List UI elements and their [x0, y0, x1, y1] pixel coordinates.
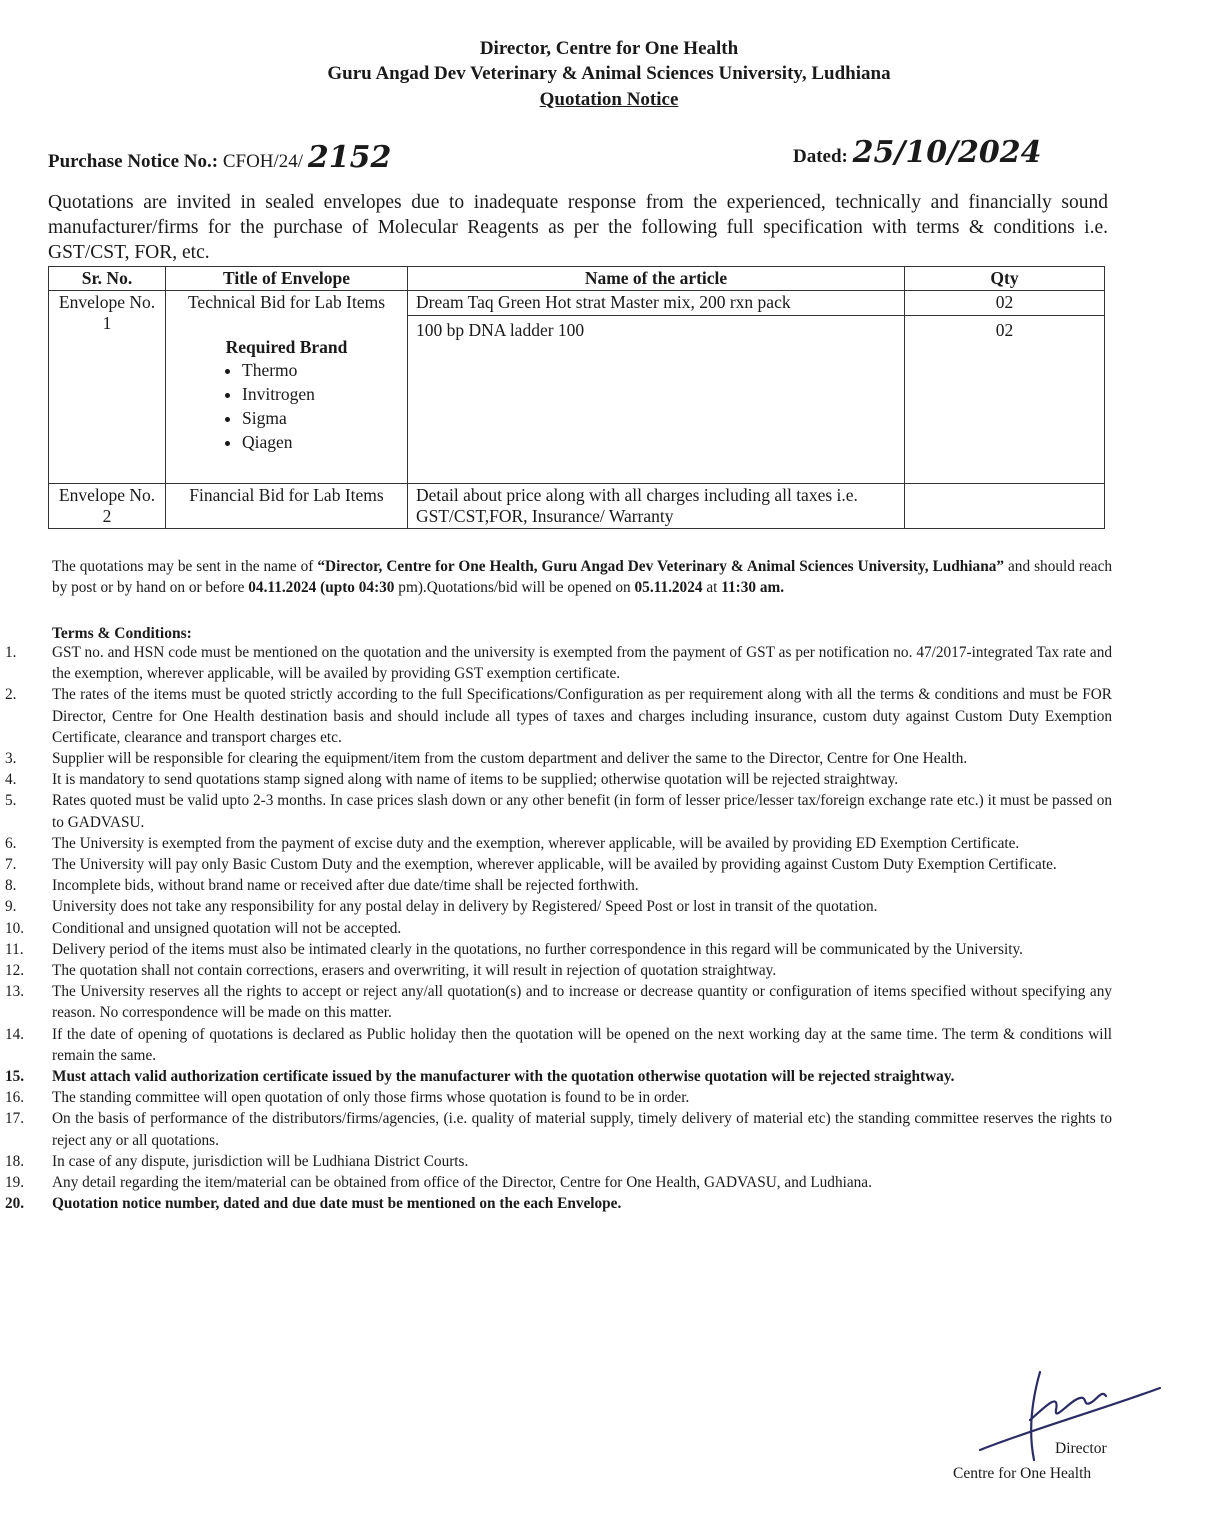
term-text: Must attach valid authorization certificate issued by the manufacturer with the quotation otherwise quotation will be rejected straightway.	[52, 1068, 955, 1086]
term-text: The standing committee will open quotation of only those firms whose quotation is found to be in order.	[52, 1089, 690, 1107]
term-text: The rates of the items must be quoted strictly according to the full Specifications/Configuration as per requirement along with all the terms & conditions and must be FOR Director, Centre for One Health destination basis and should include all types of taxes and charges including insurance, custom duty against Custom Duty Exemption Certificate, clearance and transport charges etc.	[52, 686, 1112, 746]
signatory-office: Centre for One Health	[953, 1465, 1092, 1482]
term-text: The University will pay only Basic Custom Duty and the exemption, wherever applicable, will be availed by providing against Custom Duty Exemption Certificate.	[52, 856, 1057, 874]
submission-text: The quotations may be sent in the name of	[52, 558, 318, 575]
term-text: Supplier will be responsible for clearing the equipment/item from the custom department and deliver the same to the Director, Centre for One Health.	[52, 750, 968, 768]
term-number: 16.	[5, 1089, 25, 1107]
intro-paragraph: Quotations are invited in sealed envelopes due to inadequate response from the experienced, technically and financially sound manufacturer/firms for the purchase of Molecular Reagents as per the following full specification with terms & conditions i.e. GST/CST, FOR, etc.	[48, 192, 1108, 263]
term-text: Conditional and unsigned quotation will not be accepted.	[52, 919, 402, 937]
term-item	[0, 1193, 1112, 1214]
term-item	[0, 1087, 1112, 1108]
article-name: 100 bp DNA ladder 100	[408, 316, 905, 484]
brand-item: • Invitrogen	[242, 382, 399, 406]
header-university: Guru Angad Dev Veterinary & Animal Sciences University, Ludhiana	[327, 63, 891, 84]
terms-heading: Terms & Conditions:	[52, 625, 192, 642]
envelope-1-title: Technical Bid for Lab Items	[187, 292, 386, 312]
brand-item: • Sigma	[242, 406, 399, 430]
envelope-2-sr: Envelope No. 2	[49, 484, 166, 529]
header-article-name: Name of the article	[408, 267, 905, 291]
term-number: 19.	[5, 1174, 25, 1192]
term-item	[0, 939, 1112, 960]
envelope-1-title-cell	[166, 291, 408, 484]
handwritten-notice-number: 2152	[307, 140, 392, 175]
brand-list	[216, 358, 399, 454]
term-item	[0, 642, 1112, 684]
table-row	[49, 291, 1105, 316]
signatory-designation: Director	[1055, 1440, 1107, 1457]
term-number: 14.	[5, 1025, 25, 1043]
term-text: The quotation shall not contain corrections, erasers and overwriting, it will result in rejection of quotation straightway.	[52, 962, 777, 980]
header-title: Director, Centre for One Health	[479, 38, 739, 59]
term-number: 11.	[5, 940, 24, 958]
submission-text: and should reach by post or by hand on or before	[52, 558, 1113, 596]
term-number: 9.	[5, 898, 17, 916]
submission-addressee: “Director, Centre for One Health, Guru Angad Dev Veterinary & Animal Sciences University, Ludhiana”	[317, 558, 1005, 575]
term-text: GST no. and HSN code must be mentioned on the quotation and the university is exempted from the payment of GST as per notification no. 47/2017-integrated Tax rate and the exemption, wherever applicable, will be availed by providing GST exemption certificate.	[52, 644, 1112, 683]
term-number: 4.	[5, 771, 17, 789]
term-text: Rates quoted must be valid upto 2-3 months. In case prices slash down or any other benefit (in form of lesser price/lesser tax/foreign exchange rate etc.) it must be passed on to GADVASU.	[52, 792, 1112, 831]
term-number: 10.	[5, 919, 25, 937]
term-item	[0, 769, 1112, 790]
term-item	[0, 684, 1112, 748]
envelope-2-title: Financial Bid for Lab Items	[166, 484, 408, 529]
submission-text: pm).Quotations/bid will be opened on	[394, 579, 635, 596]
brand-item: • Qiagen	[242, 430, 399, 454]
envelope-2-qty	[905, 484, 1105, 529]
opening-time: 11:30 am.	[721, 579, 785, 596]
term-text: Delivery period of the items must also be intimated clearly in the quotations, no further correspondence in this regard will be communicated by the University.	[52, 940, 1023, 958]
term-item	[0, 875, 1112, 896]
term-item	[0, 854, 1112, 875]
term-number: 18.	[5, 1152, 25, 1170]
term-text: The University is exempted from the payment of excise duty and the exemption, wherever applicable, will be availed by providing ED Exemption Certificate.	[52, 834, 1020, 852]
purchase-notice-prefix: CFOH/24/	[222, 151, 304, 172]
due-date: 04.11.2024 (upto 04:30	[248, 579, 395, 596]
table-header-row	[49, 267, 1105, 291]
term-text: The University reserves all the rights to accept or reject any/all quotation(s) and to increase or decrease quantity or configuration of items specified without specifying any reason. No correspondence will be made on this matter.	[52, 983, 1112, 1022]
term-text: It is mandatory to send quotations stamp signed along with name of items to be supplied; otherwise quotation will be rejected straightway.	[52, 771, 899, 789]
article-name: Dream Taq Green Hot strat Master mix, 200 rxn pack	[408, 291, 905, 316]
term-number: 5.	[5, 792, 17, 810]
envelope-table	[48, 266, 1105, 529]
term-text: Any detail regarding the item/material can be obtained from office of the Director, Centre for One Health, GADVASU, and Ludhiana.	[52, 1174, 872, 1192]
dated-label: Dated:	[793, 146, 848, 167]
term-number: 3.	[5, 750, 17, 768]
term-number: 17.	[5, 1110, 25, 1128]
table-row	[49, 484, 1105, 529]
term-item	[0, 981, 1112, 1023]
term-number: 2.	[5, 686, 17, 704]
envelope-1-sr: Envelope No. 1	[49, 291, 166, 484]
term-number: 20.	[5, 1195, 25, 1213]
header-title-of-envelope: Title of Envelope	[166, 267, 408, 291]
term-number: 13.	[5, 983, 25, 1001]
article-qty: 02	[905, 316, 1105, 484]
term-number: 6.	[5, 834, 17, 852]
term-item	[0, 1108, 1112, 1150]
term-item	[0, 1151, 1112, 1172]
term-text: In case of any dispute, jurisdiction will be Ludhiana District Courts.	[52, 1152, 469, 1170]
term-number: 15.	[5, 1068, 25, 1086]
handwritten-date: 25/10/2024	[852, 135, 1042, 170]
header-sr-no: Sr. No.	[49, 267, 166, 291]
purchase-notice-number	[48, 140, 391, 175]
term-text: Incomplete bids, without brand name or received after due date/time shall be rejected forthwith.	[52, 877, 639, 895]
submission-paragraph	[52, 556, 1112, 598]
term-text: Quotation notice number, dated and due date must be mentioned on the each Envelope.	[52, 1195, 622, 1213]
term-item	[0, 1024, 1112, 1066]
term-number: 1.	[5, 644, 17, 661]
terms-list	[0, 642, 1112, 1214]
brand-item: • Thermo	[242, 358, 399, 382]
term-number: 12.	[5, 962, 25, 980]
envelope-2-article: Detail about price along with all charges including all taxes i.e. GST/CST,FOR, Insurance/ Warranty	[408, 484, 905, 529]
header-notice-title: Quotation Notice	[539, 89, 679, 110]
term-item	[0, 918, 1112, 939]
term-item	[0, 1172, 1112, 1193]
term-number: 8.	[5, 877, 17, 895]
term-item	[0, 960, 1112, 981]
term-item	[0, 748, 1112, 769]
term-text: University does not take any responsibility for any postal delay in delivery by Registered/ Speed Post or lost in transit of the quotation.	[52, 898, 878, 916]
required-brand-heading: Required Brand	[225, 337, 348, 357]
term-text: On the basis of performance of the distributors/firms/agencies, (i.e. quality of material supply, timely delivery of material etc) the standing committee reserves the rights to reject any or all quotations.	[52, 1110, 1112, 1149]
term-item	[0, 1066, 1112, 1087]
notice-date	[793, 135, 1042, 170]
header-qty: Qty	[905, 267, 1105, 291]
submission-text: at	[702, 579, 722, 596]
opening-date: 05.11.2024	[634, 579, 703, 596]
term-item	[0, 896, 1112, 917]
term-number: 7.	[5, 856, 17, 874]
term-text: If the date of opening of quotations is declared as Public holiday then the quotation will be opened on the next working day at the same time. The term & conditions will remain the same.	[52, 1025, 1112, 1064]
article-qty: 02	[905, 291, 1105, 316]
term-item	[0, 790, 1112, 832]
term-item	[0, 833, 1112, 854]
purchase-notice-label: Purchase Notice No.:	[48, 151, 219, 172]
